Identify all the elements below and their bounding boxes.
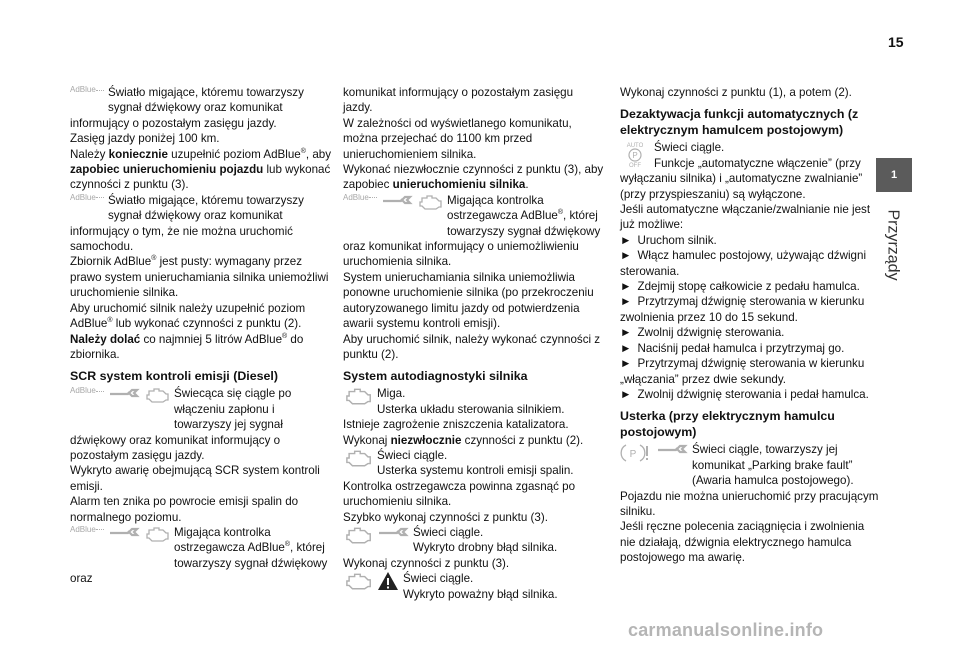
text-paragraph: Wykonaj czynności z punktu (3). [343, 556, 510, 570]
text-paragraph: Należy koniecznie uzupełnić poziom AdBlue®, aby zapobiec unieruchomieniu pojazdu lub wykonać czynności z punktu (3). [70, 147, 332, 192]
text-paragraph: Migająca kontrolka ostrzegawcza AdBlue®, której towarzyszy sygnał dźwiękowy oraz [70, 525, 328, 586]
text-paragraph: Świecąca się ciągle po włączeniu zapłonu i towarzyszy jej sygnał dźwiękowy oraz komunikat informujący o pozostałym zasięgu jazdy. [70, 387, 292, 462]
text-paragraph: Światło migające, któremu towarzyszy sygnał dźwiękowy oraz komunikat informujący o tym, że nie można uruchomić samochodu. [70, 193, 304, 254]
text-paragraph: Świeci ciągle. [403, 572, 474, 586]
list-item-text: Włącz hamulec postojowy, używając dźwigni sterowania. [620, 249, 867, 278]
text-paragraph: Świeci ciągle. [654, 141, 725, 155]
bullet-arrow-icon: ► [620, 280, 632, 294]
adblue-icon: AdBlue [70, 193, 104, 203]
indicator-icons [620, 140, 650, 170]
bullet-arrow-icon: ► [620, 326, 632, 340]
engine-icon [144, 386, 170, 404]
chapter-tab[interactable]: 1 [876, 158, 912, 192]
text-paragraph: Świeci ciągle, towarzyszy jej komunikat „Parking brake fault” (Awaria hamulca postojowego). [692, 443, 854, 488]
list-item-text: Uruchom silnik. [637, 233, 717, 247]
indicator-icons [70, 525, 170, 557]
adblue-icon: AdBlue [343, 193, 377, 203]
engine-icon [417, 193, 443, 211]
text-paragraph: Alarm ten znika po powrocie emisji spalin do normalnego poziomu. [70, 495, 299, 524]
indicator-icons [620, 442, 688, 476]
bullet-arrow-icon: ► [620, 341, 632, 355]
svg-text:P: P [629, 449, 637, 461]
engine-icon [144, 525, 170, 543]
indicator-icons [343, 571, 399, 601]
text-paragraph: Światło migające, któremu towarzyszy sygnał dźwiękowy oraz komunikat informujący o pozostałym zasięgu jazdy. [70, 86, 304, 130]
list-item [620, 341, 882, 356]
text-paragraph: Zasięg jazdy poniżej 100 km. [70, 132, 220, 146]
indicator-icons [343, 193, 443, 225]
text-paragraph: Miga. [377, 387, 406, 401]
list-item-text: Przytrzymaj dźwignię sterowania w kierunku zwolnienia przez 10 do 15 sekund. [620, 295, 865, 324]
text-paragraph: Wykonać niezwłocznie czynności z punktu (3), aby zapobiec unieruchomieniu silnika. [343, 163, 604, 192]
column-3 [620, 85, 882, 566]
svg-text:AUTO: AUTO [626, 143, 644, 150]
list-item [620, 387, 882, 402]
text-paragraph: Istnieje zagrożenie zniszczenia katalizatora. [343, 418, 569, 432]
watermark: carmanualsonline.info [628, 620, 824, 640]
list-item [620, 356, 882, 387]
list-item [620, 233, 882, 248]
section-heading-scr: SCR system kontroli emisji (Diesel) [70, 369, 278, 384]
engine-icon [343, 571, 373, 591]
engine-icon [343, 448, 373, 468]
indicator-icons [343, 386, 373, 416]
text-paragraph: Migająca kontrolka ostrzegawcza AdBlue®, której towarzyszy sygnał dźwiękowy oraz komunikat informujący o uniemożliwieniu uruchomienia silnika. [343, 193, 601, 269]
section-heading-fault: Usterka (przy elektrycznym hamulcu postojowym) [620, 409, 835, 440]
bullet-arrow-icon: ► [620, 249, 632, 263]
engine-icon [343, 525, 373, 545]
indicator-icons [70, 386, 170, 418]
parking-brake-fault-icon [620, 442, 652, 464]
text-paragraph: Świeci ciągle. [377, 448, 448, 462]
bullet-arrow-icon: ► [620, 295, 632, 309]
text-paragraph: Jeśli ręczne polecenia zaciągnięcia i zwolnienia nie działają, dźwignia elektrycznego hamulca postojowego ma awarię. [620, 520, 865, 565]
bullet-arrow-icon: ► [620, 387, 632, 401]
svg-text:OFF: OFF [629, 163, 641, 169]
text-paragraph: Funkcje „automatyczne włączenie” (przy wyłączaniu silnika) i „automatyczne zwalnianie” (przy przyspieszaniu) są wyłączone. [620, 156, 863, 201]
text-paragraph: komunikat informujący o pozostałym zasięgu jazdy. [343, 86, 574, 115]
list-item [620, 279, 882, 294]
text-paragraph: Wykryto drobny błąd silnika. [413, 541, 558, 555]
text-paragraph: Wykryto awarię obejmującą SCR system kontroli emisji. [70, 464, 320, 493]
adblue-icon: AdBlue [70, 85, 104, 95]
text-paragraph: Aby uruchomić silnik, należy wykonać czynności z punktu (2). [343, 332, 601, 361]
bullet-arrow-icon: ► [620, 357, 632, 371]
text-paragraph: Usterka układu sterowania silnikiem. [377, 402, 565, 416]
auto-off-icon [620, 140, 650, 168]
list-item-text: Zwolnij dźwignię sterowania. [637, 326, 785, 340]
wrench-icon [108, 525, 140, 539]
section-heading-deactivation: Dezaktywacja funkcji automatycznych (z elektrycznym hamulcem postojowym) [620, 107, 859, 138]
text-paragraph: Szybko wykonaj czynności z punktu (3). [343, 510, 548, 524]
wrench-icon [656, 442, 688, 456]
text-paragraph: Wykonaj niezwłocznie czynności z punktu (2). [343, 433, 584, 447]
indicator-icons [343, 525, 409, 555]
indicator-icons [70, 85, 104, 115]
section-heading-diagnostics: System autodiagnostyki silnika [343, 369, 528, 384]
list-item [620, 294, 882, 325]
warning-triangle-icon [377, 571, 399, 591]
column-1 [70, 85, 332, 587]
wrench-icon [381, 193, 413, 207]
text-paragraph: Usterka systemu kontroli emisji spalin. [377, 464, 574, 478]
text-paragraph: Aby uruchomić silnik należy uzupełnić poziom AdBlue® lub wykonać czynności z punktu (2). [70, 301, 306, 331]
page-number: 15 [888, 34, 904, 50]
text-paragraph: Kontrolka ostrzegawcza powinna zgasnąć po uruchomieniu silnika. [343, 479, 576, 509]
engine-icon [343, 386, 373, 406]
list-item-text: Zwolnij dźwignię sterowania i pedał hamulca. [637, 387, 869, 401]
list-item [620, 325, 882, 340]
text-paragraph: Świeci ciągle. [413, 525, 484, 539]
indicator-icons [70, 193, 104, 223]
column-2 [343, 85, 605, 602]
text-paragraph: Pojazdu nie można unieruchomić przy pracującym silniku. [620, 489, 879, 518]
list-item-text: Zdejmij stopę całkowicie z pedału hamulca. [637, 280, 860, 294]
list-item-text: Naciśnij pedał hamulca i przytrzymaj go. [637, 341, 845, 355]
chapter-label: Przyrządy [885, 209, 902, 281]
wrench-icon [377, 525, 409, 539]
adblue-icon: AdBlue [70, 386, 104, 396]
text-paragraph: Należy dolać co najmniej 5 litrów AdBlue® do zbiornika. [70, 332, 304, 361]
svg-text:P: P [632, 151, 638, 161]
bullet-arrow-icon: ► [620, 233, 632, 247]
list-item-text: Przytrzymaj dźwignię sterowania w kierunku „włączania” przez dwie sekundy. [620, 357, 865, 386]
adblue-icon: AdBlue [70, 525, 104, 535]
text-paragraph: System unieruchamiania silnika uniemożliwia ponowne uruchomienie silnika (po przekroczeniu autoryzowanego limitu jazdy od potwierdzenia awarii systemu kontroli emisji). [343, 270, 594, 331]
text-paragraph: Jeśli automatyczne włączanie/zwalnianie nie jest już możliwe: [620, 203, 871, 232]
wrench-icon [108, 386, 140, 400]
text-paragraph: Zbiornik AdBlue® jest pusty: wymagany przez prawo system unieruchamiania silnika uniemożliwi uruchomienie silnika. [70, 255, 329, 300]
text-paragraph: Wykonaj czynności z punktu (1), a potem (2). [620, 86, 852, 99]
text-paragraph: Wykryto poważny błąd silnika. [403, 587, 558, 601]
indicator-icons [343, 448, 373, 478]
instruction-list [620, 233, 882, 402]
text-paragraph: W zależności od wyświetlanego komunikatu, można przejechać do 1100 km przed unieruchomieniem silnika. [343, 116, 572, 161]
list-item [620, 248, 882, 279]
